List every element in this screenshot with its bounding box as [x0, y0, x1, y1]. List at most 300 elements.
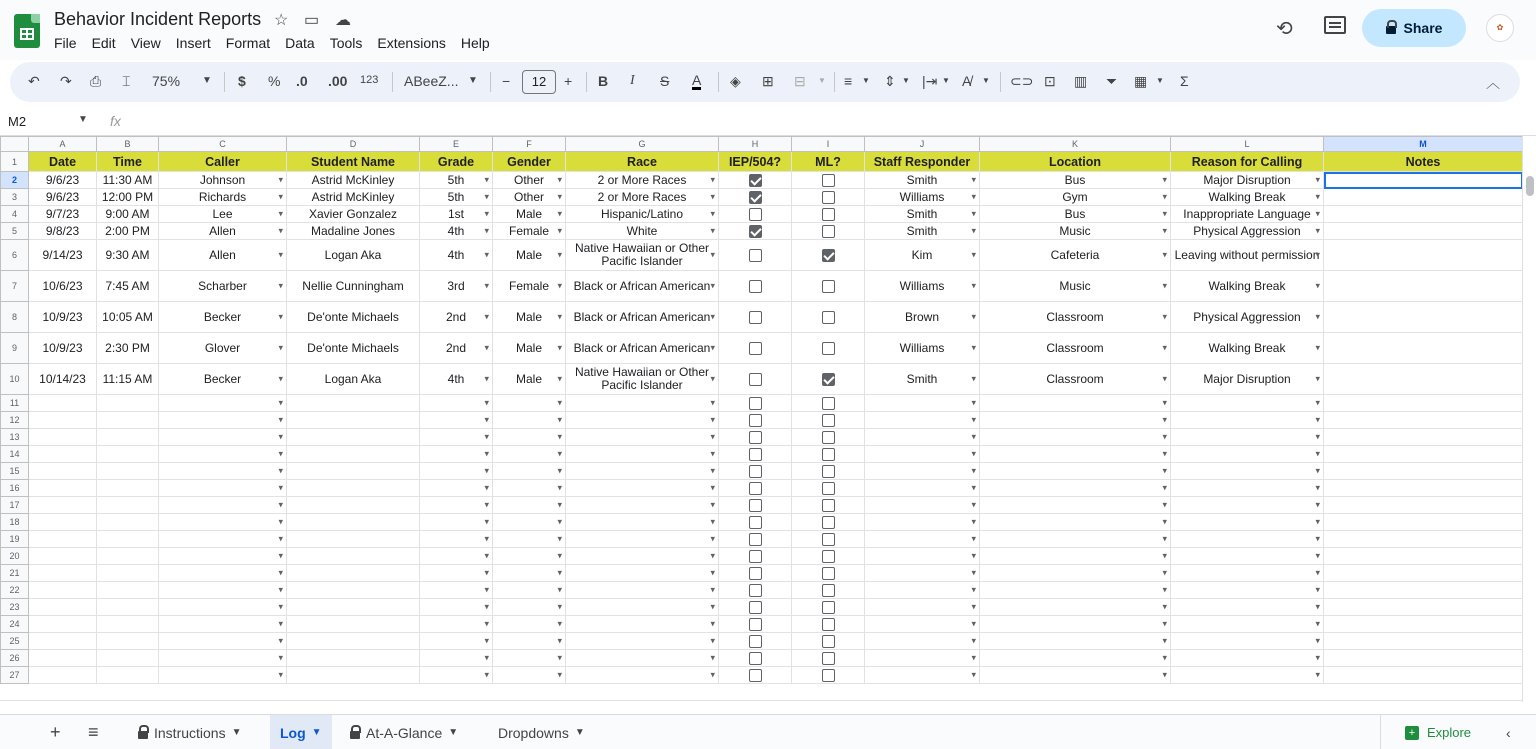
header-cell[interactable]: Date — [29, 152, 97, 172]
time-cell[interactable] — [97, 514, 159, 531]
currency-format-button[interactable]: $ — [238, 73, 246, 89]
race-cell[interactable] — [566, 463, 719, 480]
notes-cell[interactable] — [1324, 395, 1523, 412]
header-cell[interactable]: Notes — [1324, 152, 1523, 172]
scrollbar-thumb[interactable] — [1526, 176, 1534, 196]
ml-checkbox[interactable] — [822, 584, 835, 597]
location-cell[interactable]: Music ▾ — [980, 271, 1171, 302]
date-cell[interactable]: 9/7/23 — [29, 206, 97, 223]
notes-cell[interactable] — [1324, 446, 1523, 463]
ml-checkbox-cell[interactable] — [792, 599, 865, 616]
grade-cell[interactable] — [420, 446, 493, 463]
time-cell[interactable] — [97, 599, 159, 616]
student-cell[interactable]: Astrid McKinley — [287, 172, 420, 189]
insert-comment-icon[interactable]: ⊡ — [1044, 73, 1056, 89]
location-cell[interactable] — [980, 429, 1171, 446]
text-rotation-icon[interactable]: A̸ — [962, 73, 972, 89]
ml-checkbox-cell[interactable] — [792, 650, 865, 667]
fill-color-icon[interactable]: ◈ — [730, 73, 741, 89]
horizontal-scrollbar[interactable] — [0, 700, 1522, 714]
filter-icon[interactable]: ⏷ — [1106, 73, 1118, 89]
column-header-a[interactable]: A — [29, 137, 97, 152]
header-cell[interactable]: ML? — [792, 152, 865, 172]
iep-checkbox-cell[interactable] — [719, 497, 792, 514]
caller-cell[interactable] — [159, 497, 287, 514]
race-cell[interactable] — [566, 429, 719, 446]
gender-cell[interactable] — [493, 412, 566, 429]
staff-cell[interactable]: Smith ▾ — [865, 364, 980, 395]
race-cell[interactable] — [566, 599, 719, 616]
ml-checkbox[interactable] — [822, 249, 835, 262]
reason-cell[interactable]: Physical Aggression ▾ — [1171, 302, 1324, 333]
header-cell[interactable]: Gender — [493, 152, 566, 172]
iep-checkbox-cell[interactable] — [719, 599, 792, 616]
ml-checkbox[interactable] — [822, 431, 835, 444]
location-cell[interactable]: Bus ▾ — [980, 172, 1171, 189]
iep-checkbox-cell[interactable] — [719, 395, 792, 412]
student-cell[interactable] — [287, 412, 420, 429]
font-select[interactable]: ABeeZ... — [404, 73, 459, 89]
time-cell[interactable]: 12:00 PM — [97, 189, 159, 206]
reason-cell[interactable] — [1171, 565, 1324, 582]
caller-cell[interactable] — [159, 412, 287, 429]
staff-cell[interactable] — [865, 599, 980, 616]
menu-edit[interactable]: Edit — [91, 35, 116, 51]
notes-cell[interactable] — [1324, 172, 1523, 189]
ml-checkbox-cell[interactable] — [792, 240, 865, 271]
ml-checkbox-cell[interactable] — [792, 429, 865, 446]
time-cell[interactable]: 9:00 AM — [97, 206, 159, 223]
reason-cell[interactable]: Leaving without permission ▾ — [1171, 240, 1324, 271]
text-wrapping-icon[interactable]: |⇥ — [922, 73, 938, 89]
column-header-l[interactable]: L — [1171, 137, 1324, 152]
iep-checkbox[interactable] — [749, 448, 762, 461]
race-cell[interactable] — [566, 514, 719, 531]
iep-checkbox[interactable] — [749, 465, 762, 478]
gender-cell[interactable]: Male ▾ — [493, 302, 566, 333]
location-cell[interactable]: Classroom ▾ — [980, 364, 1171, 395]
row-header[interactable]: 27 — [1, 667, 29, 684]
valign-chevron-down-icon[interactable]: ▼ — [902, 76, 910, 85]
date-cell[interactable] — [29, 582, 97, 599]
student-cell[interactable] — [287, 582, 420, 599]
location-cell[interactable] — [980, 446, 1171, 463]
row-header[interactable]: 5 — [1, 223, 29, 240]
ml-checkbox[interactable] — [822, 414, 835, 427]
ml-checkbox[interactable] — [822, 465, 835, 478]
iep-checkbox[interactable] — [749, 191, 762, 204]
grade-cell[interactable] — [420, 667, 493, 684]
iep-checkbox[interactable] — [749, 225, 762, 238]
staff-cell[interactable] — [865, 650, 980, 667]
grade-cell[interactable]: 4th ▾ — [420, 223, 493, 240]
collapse-side-panel-icon[interactable]: ‹ — [1506, 724, 1511, 741]
caller-cell[interactable] — [159, 582, 287, 599]
grade-cell[interactable]: 4th ▾ — [420, 240, 493, 271]
iep-checkbox[interactable] — [749, 499, 762, 512]
row-header[interactable]: 16 — [1, 480, 29, 497]
ml-checkbox-cell[interactable] — [792, 206, 865, 223]
gender-cell[interactable]: Other ▾ — [493, 172, 566, 189]
notes-cell[interactable] — [1324, 364, 1523, 395]
gender-cell[interactable] — [493, 514, 566, 531]
grade-cell[interactable] — [420, 395, 493, 412]
iep-checkbox[interactable] — [749, 208, 762, 221]
vertical-align-icon[interactable]: ⇕ — [884, 73, 896, 89]
iep-checkbox[interactable] — [749, 431, 762, 444]
iep-checkbox-cell[interactable] — [719, 302, 792, 333]
ml-checkbox[interactable] — [822, 618, 835, 631]
caller-cell[interactable]: Allen ▾ — [159, 240, 287, 271]
ml-checkbox-cell[interactable] — [792, 582, 865, 599]
gender-cell[interactable] — [493, 633, 566, 650]
reason-cell[interactable]: Walking Break ▾ — [1171, 333, 1324, 364]
time-cell[interactable] — [97, 531, 159, 548]
iep-checkbox[interactable] — [749, 669, 762, 682]
iep-checkbox-cell[interactable] — [719, 172, 792, 189]
student-cell[interactable]: Nellie Cunningham — [287, 271, 420, 302]
grade-cell[interactable] — [420, 531, 493, 548]
reason-cell[interactable] — [1171, 616, 1324, 633]
date-cell[interactable] — [29, 412, 97, 429]
grade-cell[interactable] — [420, 463, 493, 480]
gender-cell[interactable]: Female ▾ — [493, 223, 566, 240]
student-cell[interactable] — [287, 463, 420, 480]
staff-cell[interactable] — [865, 463, 980, 480]
race-cell[interactable] — [566, 548, 719, 565]
notes-cell[interactable] — [1324, 463, 1523, 480]
text-color-button[interactable]: A — [692, 72, 702, 88]
row-header[interactable]: 7 — [1, 271, 29, 302]
caller-cell[interactable] — [159, 531, 287, 548]
staff-cell[interactable] — [865, 497, 980, 514]
ml-checkbox[interactable] — [822, 397, 835, 410]
staff-cell[interactable]: Smith ▾ — [865, 206, 980, 223]
location-cell[interactable] — [980, 667, 1171, 684]
reason-cell[interactable]: Major Disruption ▾ — [1171, 172, 1324, 189]
row-header[interactable]: 2 — [1, 172, 29, 189]
notes-cell[interactable] — [1324, 480, 1523, 497]
font-chevron-down-icon[interactable]: ▼ — [468, 75, 478, 86]
header-cell[interactable]: Time — [97, 152, 159, 172]
notes-cell[interactable] — [1324, 514, 1523, 531]
ml-checkbox[interactable] — [822, 191, 835, 204]
time-cell[interactable] — [97, 616, 159, 633]
grade-cell[interactable]: 2nd ▾ — [420, 333, 493, 364]
staff-cell[interactable] — [865, 531, 980, 548]
column-header-e[interactable]: E — [420, 137, 493, 152]
decrease-font-size-button[interactable]: − — [502, 73, 511, 89]
race-cell[interactable]: Hispanic/Latino ▾ — [566, 206, 719, 223]
race-cell[interactable] — [566, 446, 719, 463]
row-header[interactable]: 9 — [1, 333, 29, 364]
row-header[interactable]: 18 — [1, 514, 29, 531]
grade-cell[interactable]: 2nd ▾ — [420, 302, 493, 333]
location-cell[interactable] — [980, 497, 1171, 514]
location-cell[interactable] — [980, 548, 1171, 565]
gender-cell[interactable] — [493, 446, 566, 463]
caller-cell[interactable] — [159, 514, 287, 531]
staff-cell[interactable] — [865, 548, 980, 565]
grade-cell[interactable]: 3rd ▾ — [420, 271, 493, 302]
iep-checkbox-cell[interactable] — [719, 429, 792, 446]
ml-checkbox-cell[interactable] — [792, 633, 865, 650]
date-cell[interactable] — [29, 548, 97, 565]
borders-icon[interactable]: ⊞ — [762, 73, 774, 89]
row-header[interactable]: 17 — [1, 497, 29, 514]
ml-checkbox[interactable] — [822, 311, 835, 324]
date-cell[interactable] — [29, 633, 97, 650]
column-header-k[interactable]: K — [980, 137, 1171, 152]
iep-checkbox-cell[interactable] — [719, 531, 792, 548]
time-cell[interactable] — [97, 548, 159, 565]
iep-checkbox-cell[interactable] — [719, 514, 792, 531]
ml-checkbox[interactable] — [822, 669, 835, 682]
reason-cell[interactable]: Major Disruption ▾ — [1171, 364, 1324, 395]
column-header-j[interactable]: J — [865, 137, 980, 152]
header-cell[interactable]: Student Name — [287, 152, 420, 172]
ml-checkbox-cell[interactable] — [792, 271, 865, 302]
grade-cell[interactable] — [420, 429, 493, 446]
grade-cell[interactable]: 5th ▾ — [420, 172, 493, 189]
menu-format[interactable]: Format — [225, 35, 271, 51]
ml-checkbox-cell[interactable] — [792, 189, 865, 206]
ml-checkbox[interactable] — [822, 280, 835, 293]
student-cell[interactable]: De'onte Michaels — [287, 302, 420, 333]
ml-checkbox-cell[interactable] — [792, 480, 865, 497]
notes-cell[interactable] — [1324, 223, 1523, 240]
select-all-corner[interactable] — [1, 137, 29, 152]
date-cell[interactable] — [29, 616, 97, 633]
date-cell[interactable]: 9/6/23 — [29, 172, 97, 189]
gender-cell[interactable] — [493, 599, 566, 616]
header-cell[interactable]: Reason for Calling — [1171, 152, 1324, 172]
race-cell[interactable]: Black or African American ▾ — [566, 302, 719, 333]
font-size-input[interactable]: 12 — [522, 70, 556, 94]
gender-cell[interactable] — [493, 650, 566, 667]
iep-checkbox[interactable] — [749, 311, 762, 324]
date-cell[interactable]: 9/14/23 — [29, 240, 97, 271]
reason-cell[interactable]: Walking Break ▾ — [1171, 189, 1324, 206]
ml-checkbox-cell[interactable] — [792, 302, 865, 333]
iep-checkbox-cell[interactable] — [719, 333, 792, 364]
iep-checkbox-cell[interactable] — [719, 189, 792, 206]
header-cell[interactable]: Grade — [420, 152, 493, 172]
reason-cell[interactable] — [1171, 480, 1324, 497]
iep-checkbox[interactable] — [749, 635, 762, 648]
ml-checkbox[interactable] — [822, 342, 835, 355]
row-header[interactable]: 24 — [1, 616, 29, 633]
zoom-select[interactable]: 75% — [152, 73, 181, 89]
menu-file[interactable]: File — [54, 35, 77, 51]
date-cell[interactable] — [29, 395, 97, 412]
name-box[interactable]: M2 — [8, 114, 27, 129]
time-cell[interactable] — [97, 412, 159, 429]
header-cell[interactable]: Race — [566, 152, 719, 172]
date-cell[interactable] — [29, 667, 97, 684]
caller-cell[interactable] — [159, 480, 287, 497]
race-cell[interactable]: Native Hawaiian or Other Pacific Islander ▾ — [566, 364, 719, 395]
insert-link-icon[interactable]: ⊂⊃ — [1010, 73, 1034, 89]
student-cell[interactable] — [287, 616, 420, 633]
all-sheets-icon[interactable]: ≡ — [88, 722, 99, 742]
iep-checkbox[interactable] — [749, 567, 762, 580]
filter-views-icon[interactable]: ▦ — [1134, 73, 1148, 89]
race-cell[interactable] — [566, 633, 719, 650]
caller-cell[interactable]: Richards ▾ — [159, 189, 287, 206]
caller-cell[interactable]: Lee ▾ — [159, 206, 287, 223]
row-header[interactable]: 25 — [1, 633, 29, 650]
location-cell[interactable] — [980, 582, 1171, 599]
time-cell[interactable] — [97, 463, 159, 480]
increase-font-size-button[interactable]: + — [564, 73, 573, 89]
sheet-tab-instructions[interactable] — [128, 715, 252, 749]
gender-cell[interactable] — [493, 395, 566, 412]
date-cell[interactable] — [29, 463, 97, 480]
date-cell[interactable]: 10/9/23 — [29, 302, 97, 333]
grade-cell[interactable] — [420, 633, 493, 650]
caller-cell[interactable] — [159, 599, 287, 616]
reason-cell[interactable] — [1171, 582, 1324, 599]
grade-cell[interactable] — [420, 616, 493, 633]
print-icon[interactable]: ⎙ — [90, 73, 102, 89]
ml-checkbox[interactable] — [822, 225, 835, 238]
notes-cell[interactable] — [1324, 412, 1523, 429]
race-cell[interactable] — [566, 582, 719, 599]
date-cell[interactable]: 10/9/23 — [29, 333, 97, 364]
location-cell[interactable] — [980, 633, 1171, 650]
date-cell[interactable]: 9/8/23 — [29, 223, 97, 240]
ml-checkbox-cell[interactable] — [792, 223, 865, 240]
grade-cell[interactable] — [420, 412, 493, 429]
iep-checkbox-cell[interactable] — [719, 206, 792, 223]
location-cell[interactable] — [980, 514, 1171, 531]
student-cell[interactable] — [287, 480, 420, 497]
sheet-tab-at-a-glance[interactable] — [340, 715, 468, 749]
ml-checkbox[interactable] — [822, 482, 835, 495]
student-cell[interactable] — [287, 633, 420, 650]
iep-checkbox[interactable] — [749, 397, 762, 410]
race-cell[interactable] — [566, 412, 719, 429]
staff-cell[interactable]: Brown ▾ — [865, 302, 980, 333]
student-cell[interactable] — [287, 548, 420, 565]
date-cell[interactable] — [29, 429, 97, 446]
reason-cell[interactable] — [1171, 599, 1324, 616]
gender-cell[interactable] — [493, 667, 566, 684]
student-cell[interactable]: Logan Aka — [287, 240, 420, 271]
iep-checkbox-cell[interactable] — [719, 616, 792, 633]
ml-checkbox[interactable] — [822, 533, 835, 546]
italic-button[interactable]: I — [630, 73, 635, 88]
notes-cell[interactable] — [1324, 616, 1523, 633]
student-cell[interactable] — [287, 667, 420, 684]
name-box-chevron-down-icon[interactable]: ▼ — [78, 114, 88, 125]
caller-cell[interactable] — [159, 548, 287, 565]
row-header[interactable]: 20 — [1, 548, 29, 565]
add-sheet-icon[interactable]: + — [50, 722, 61, 742]
date-cell[interactable] — [29, 446, 97, 463]
staff-cell[interactable] — [865, 565, 980, 582]
location-cell[interactable]: Bus ▾ — [980, 206, 1171, 223]
staff-cell[interactable] — [865, 514, 980, 531]
sheet-tab-chevron-down-icon[interactable]: ▼ — [231, 727, 242, 738]
caller-cell[interactable]: Glover ▾ — [159, 333, 287, 364]
ml-checkbox[interactable] — [822, 448, 835, 461]
race-cell[interactable] — [566, 616, 719, 633]
iep-checkbox[interactable] — [749, 516, 762, 529]
ml-checkbox-cell[interactable] — [792, 514, 865, 531]
row-header[interactable]: 14 — [1, 446, 29, 463]
reason-cell[interactable] — [1171, 463, 1324, 480]
iep-checkbox[interactable] — [749, 482, 762, 495]
menu-help[interactable]: Help — [460, 35, 490, 51]
time-cell[interactable] — [97, 480, 159, 497]
time-cell[interactable] — [97, 446, 159, 463]
time-cell[interactable] — [97, 497, 159, 514]
student-cell[interactable] — [287, 497, 420, 514]
gender-cell[interactable]: Other ▾ — [493, 189, 566, 206]
iep-checkbox[interactable] — [749, 550, 762, 563]
time-cell[interactable] — [97, 650, 159, 667]
reason-cell[interactable] — [1171, 429, 1324, 446]
notes-cell[interactable] — [1324, 531, 1523, 548]
iep-checkbox-cell[interactable] — [719, 463, 792, 480]
gender-cell[interactable] — [493, 463, 566, 480]
gender-cell[interactable] — [493, 429, 566, 446]
caller-cell[interactable] — [159, 616, 287, 633]
reason-cell[interactable] — [1171, 514, 1324, 531]
location-cell[interactable] — [980, 531, 1171, 548]
ml-checkbox[interactable] — [822, 516, 835, 529]
iep-checkbox[interactable] — [749, 174, 762, 187]
race-cell[interactable] — [566, 650, 719, 667]
gender-cell[interactable]: Male ▾ — [493, 240, 566, 271]
account-avatar-icon[interactable]: ✿ — [1486, 14, 1514, 42]
strikethrough-button[interactable]: S — [660, 73, 670, 89]
iep-checkbox[interactable] — [749, 601, 762, 614]
caller-cell[interactable]: Johnson ▾ — [159, 172, 287, 189]
ml-checkbox[interactable] — [822, 635, 835, 648]
iep-checkbox-cell[interactable] — [719, 240, 792, 271]
grade-cell[interactable] — [420, 480, 493, 497]
iep-checkbox[interactable] — [749, 280, 762, 293]
row-header[interactable]: 23 — [1, 599, 29, 616]
date-cell[interactable]: 10/6/23 — [29, 271, 97, 302]
notes-cell[interactable] — [1324, 189, 1523, 206]
iep-checkbox-cell[interactable] — [719, 582, 792, 599]
caller-cell[interactable]: Scharber ▾ — [159, 271, 287, 302]
location-cell[interactable] — [980, 599, 1171, 616]
staff-cell[interactable]: Williams ▾ — [865, 333, 980, 364]
sheets-logo-icon[interactable] — [14, 14, 40, 48]
reason-cell[interactable] — [1171, 667, 1324, 684]
time-cell[interactable] — [97, 429, 159, 446]
reason-cell[interactable] — [1171, 531, 1324, 548]
reason-cell[interactable] — [1171, 548, 1324, 565]
decrease-decimal-button[interactable]: .0 — [296, 73, 308, 89]
time-cell[interactable] — [97, 633, 159, 650]
date-cell[interactable]: 10/14/23 — [29, 364, 97, 395]
iep-checkbox[interactable] — [749, 414, 762, 427]
caller-cell[interactable] — [159, 650, 287, 667]
grade-cell[interactable] — [420, 565, 493, 582]
staff-cell[interactable] — [865, 582, 980, 599]
notes-cell[interactable] — [1324, 565, 1523, 582]
race-cell[interactable] — [566, 395, 719, 412]
staff-cell[interactable] — [865, 480, 980, 497]
ml-checkbox-cell[interactable] — [792, 412, 865, 429]
gender-cell[interactable] — [493, 548, 566, 565]
